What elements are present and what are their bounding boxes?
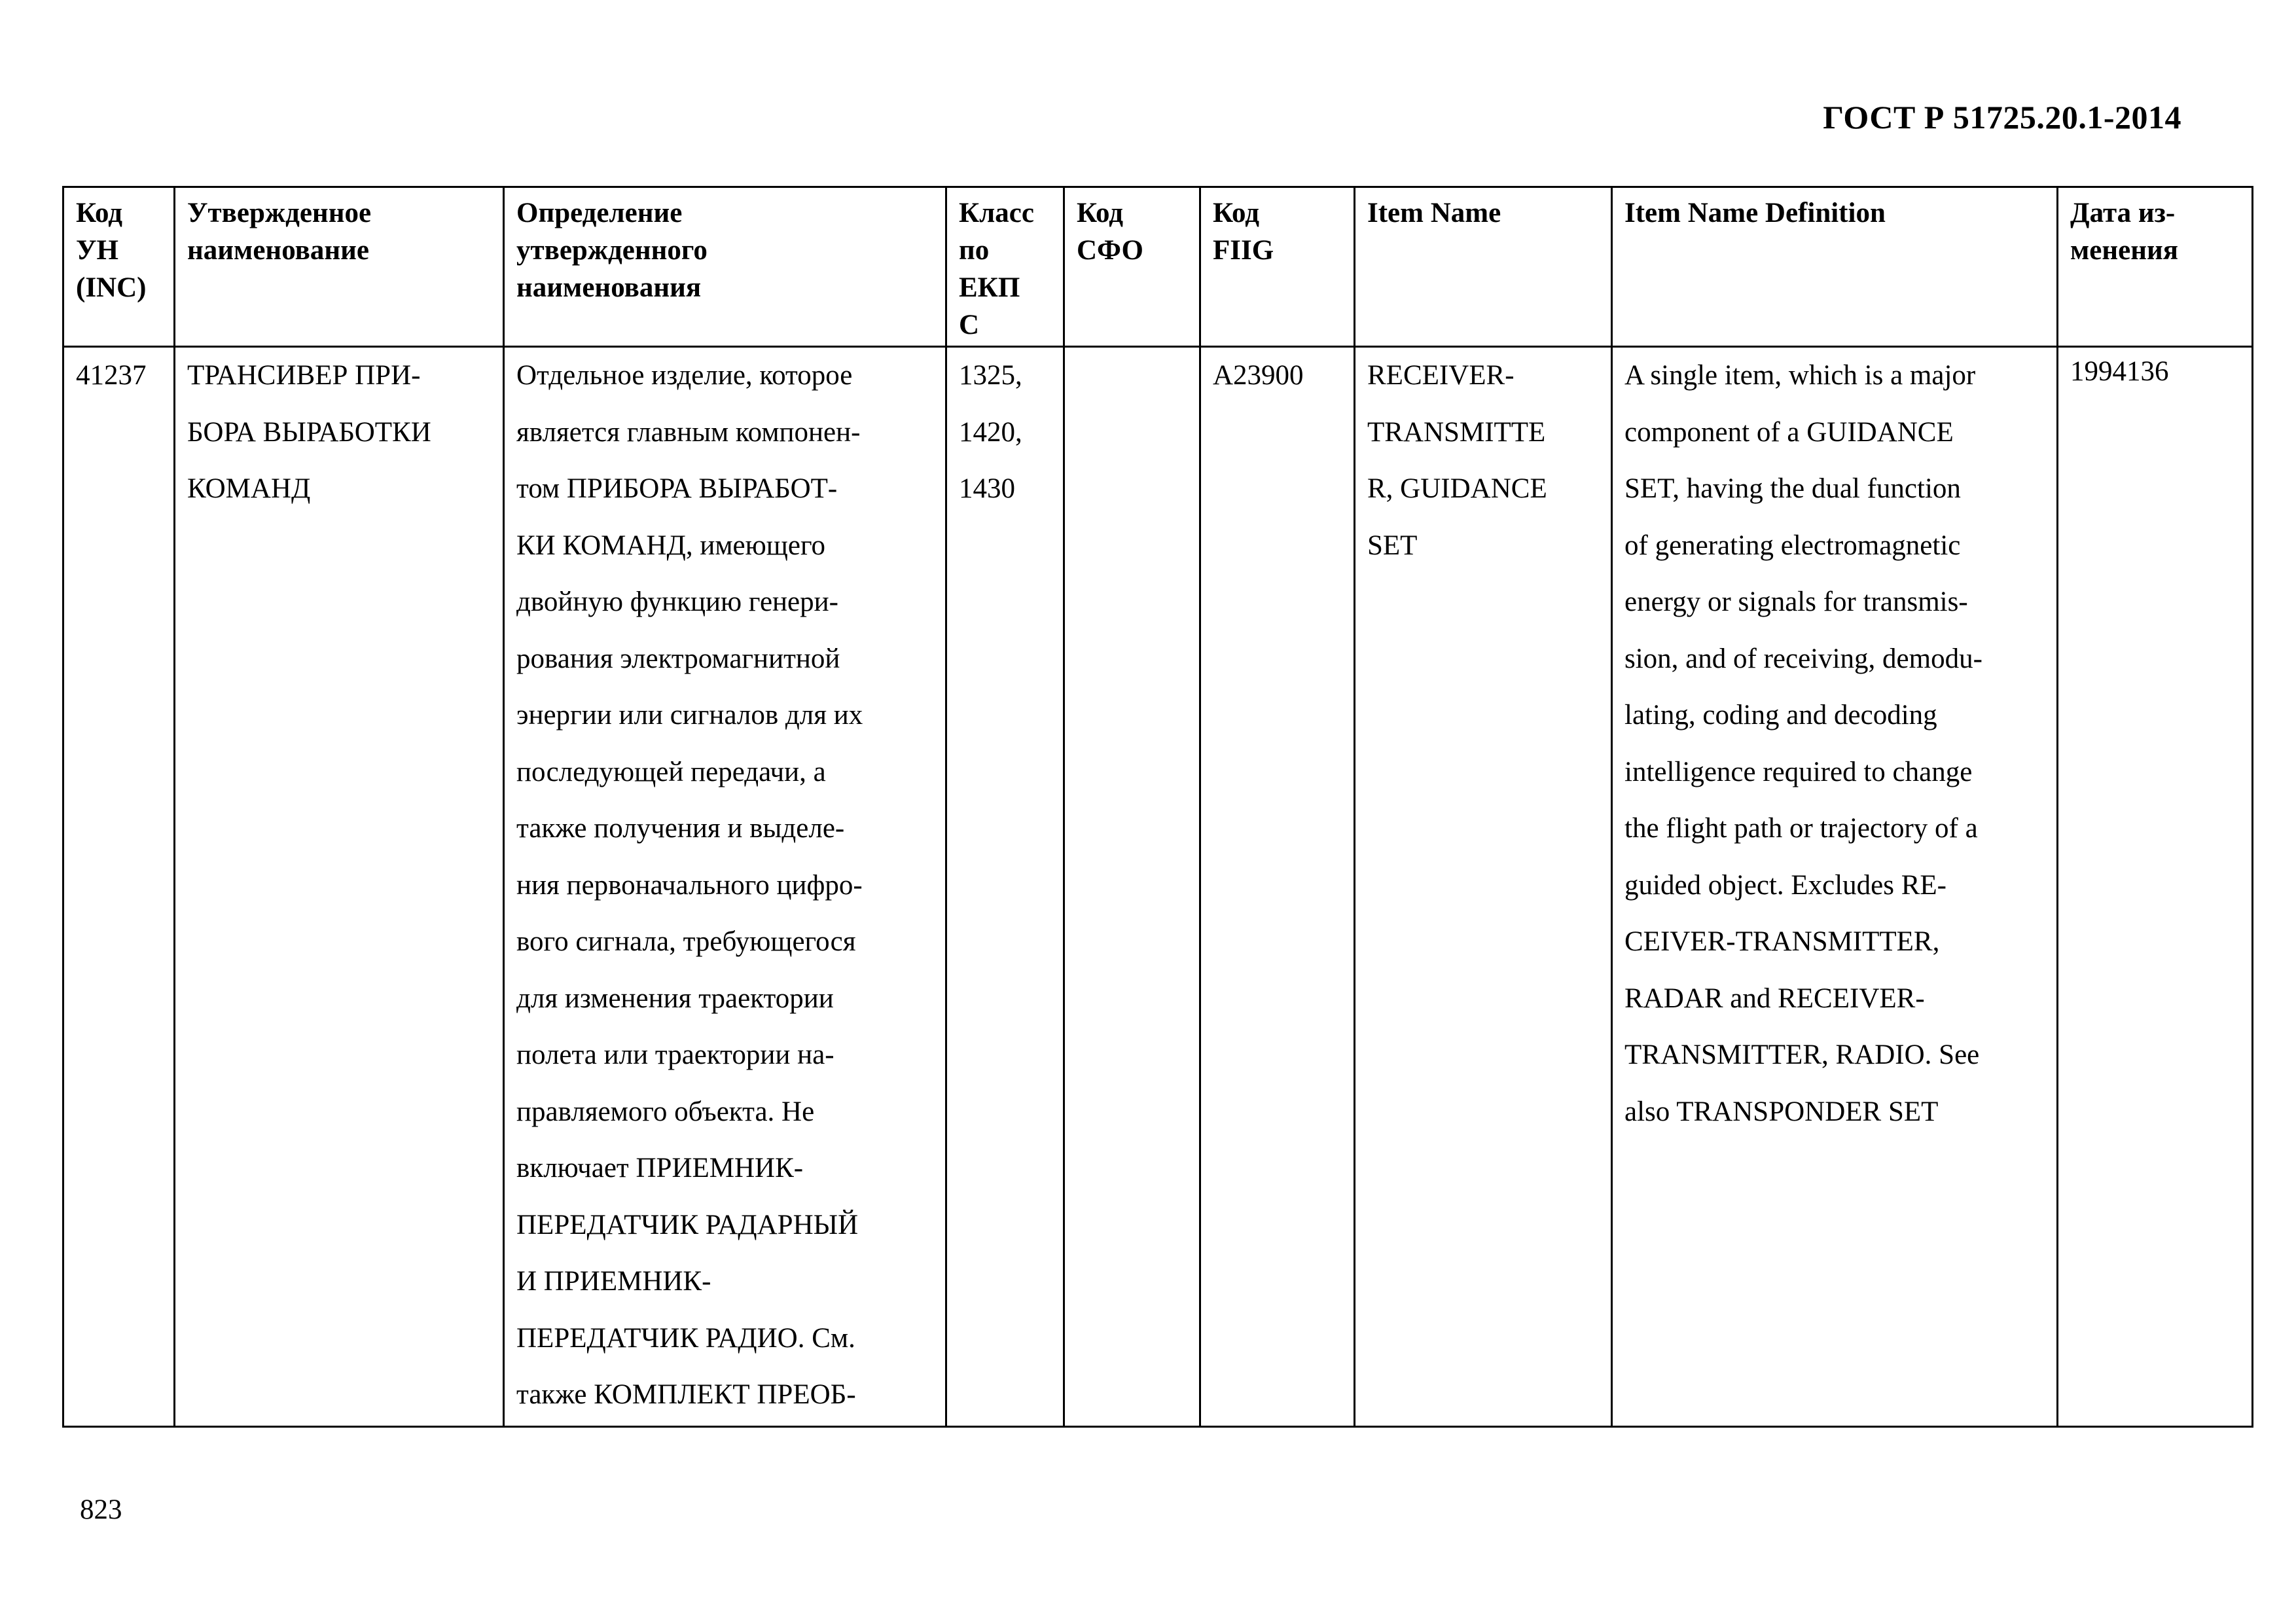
cell-approved-name: ТРАНСИВЕР ПРИ- БОРА ВЫРАБОТКИ КОМАНД: [175, 347, 504, 1427]
column-header-fiig-code: Код FIIG: [1200, 187, 1355, 347]
column-header-item-name: Item Name: [1355, 187, 1612, 347]
page-number: 823: [80, 1494, 122, 1525]
standard-code-header: ГОСТ Р 51725.20.1-2014: [1823, 99, 2181, 135]
cell-item-name-definition: A single item, which is a major component of a GUIDANCE SET, having the dual function of generating electromagnetic energy or signals for transmis- sion, and of receiving, demodu- lating, coding and decoding intelligence required to change the flight path or trajectory of a guided object. Excludes RE- CEIVER-TRANSMITTER, RADAR and RECEIVER- TRANSMITTER, RADIO. See also TRANSPONDER SET: [1612, 347, 2058, 1427]
cell-ekps-class: 1325, 1420, 1430: [946, 347, 1064, 1427]
catalog-table: [62, 186, 2253, 1428]
cell-fiig-code: A23900: [1200, 347, 1355, 1427]
cell-inc-code: 41237: [63, 347, 175, 1427]
column-header-ekps-class: Класс по ЕКП С: [946, 187, 1064, 347]
cell-definition: Отдельное изделие, которое является главным компонен- том ПРИБОРА ВЫРАБОТ- КИ КОМАНД, имеющего двойную функцию генери- рования электромагнитной энергии или сигналов для их последующей передачи, а также получения и выделе- ния первоначального цифро- вого сигнала, требующегося для изменения траектории полета или траектории на- правляемого объекта. Не включает ПРИЕМНИК- ПЕРЕДАТЧИК РАДАРНЫЙ И ПРИЕМНИК- ПЕРЕДАТЧИК РАДИО. См. также КОМПЛЕКТ ПРЕОБ-: [504, 347, 946, 1427]
column-header-inc-code: Код УН (INC): [63, 187, 175, 347]
table-header-row: [63, 187, 2253, 347]
column-header-change-date: Дата из- менения: [2058, 187, 2253, 347]
column-header-sfo-code: Код СФО: [1064, 187, 1200, 347]
cell-change-date: 1994136: [2058, 347, 2253, 1427]
cell-item-name: RECEIVER- TRANSMITTE R, GUIDANCE SET: [1355, 347, 1612, 1427]
column-header-definition: Определение утвержденного наименования: [504, 187, 946, 347]
table-row: [63, 347, 2253, 1427]
column-header-approved-name: Утвержденное наименование: [175, 187, 504, 347]
cell-sfo-code: [1064, 347, 1200, 1427]
column-header-item-name-definition: Item Name Definition: [1612, 187, 2058, 347]
